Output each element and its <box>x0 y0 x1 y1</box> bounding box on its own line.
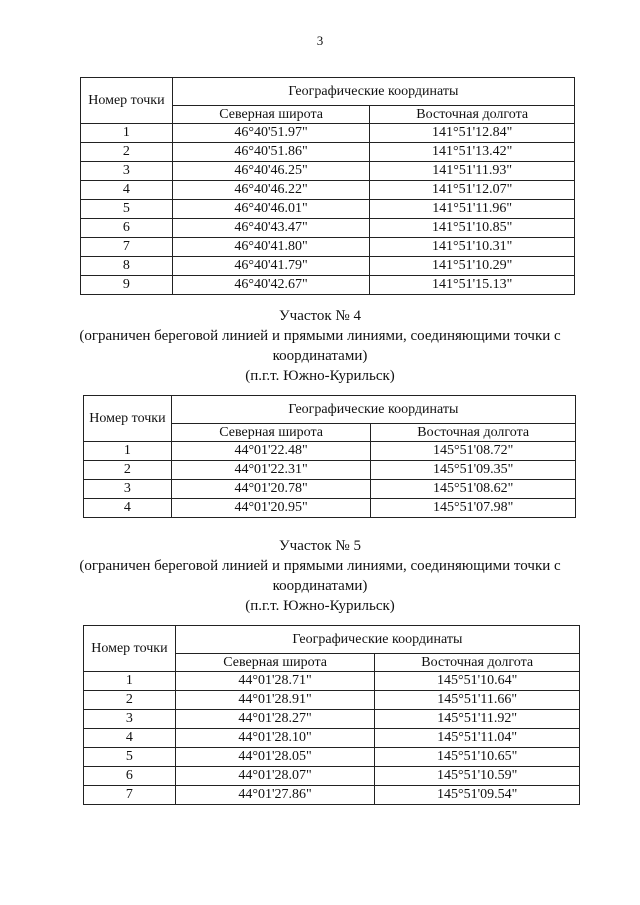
north-lat-header: Северная широта <box>172 106 370 124</box>
north-lat-cell: 44°01'28.07" <box>175 767 375 786</box>
point-number-cell: 3 <box>84 710 176 729</box>
table-row <box>84 748 580 767</box>
section-title: Участок № 4 <box>279 308 361 324</box>
geo-coords-header: Географические координаты <box>171 396 575 424</box>
east-lon-cell: 141°51'10.85" <box>370 219 575 238</box>
north-lat-cell: 46°40'51.97" <box>172 124 370 143</box>
north-lat-cell: 44°01'22.48" <box>171 442 371 461</box>
east-lon-cell: 145°51'09.35" <box>371 461 576 480</box>
north-lat-cell: 44°01'28.71" <box>175 672 375 691</box>
coordinates-table-3 <box>83 625 580 805</box>
section-title: Участок № 5 <box>279 538 361 554</box>
east-lon-cell: 145°51'10.59" <box>375 767 580 786</box>
section-description-cont: координатами) <box>272 578 368 594</box>
north-lat-cell: 44°01'20.95" <box>171 499 371 518</box>
section-description: (ограничен береговой линией и прямыми линиями, соединяющими точки с <box>79 558 561 574</box>
table-row <box>84 480 576 499</box>
point-number-cell: 3 <box>84 480 172 499</box>
east-lon-header: Восточная долгота <box>371 424 576 442</box>
point-number-cell: 7 <box>81 238 173 257</box>
point-number-cell: 6 <box>84 767 176 786</box>
table-row <box>84 786 580 805</box>
east-lon-cell: 145°51'11.92" <box>375 710 580 729</box>
east-lon-cell: 141°51'12.84" <box>370 124 575 143</box>
point-number-cell: 5 <box>81 200 173 219</box>
point-number-cell: 1 <box>81 124 173 143</box>
north-lat-cell: 46°40'43.47" <box>172 219 370 238</box>
east-lon-cell: 145°51'11.66" <box>375 691 580 710</box>
east-lon-cell: 145°51'10.64" <box>375 672 580 691</box>
east-lon-cell: 141°51'15.13" <box>370 276 575 295</box>
north-lat-cell: 46°40'51.86" <box>172 143 370 162</box>
east-lon-cell: 141°51'11.93" <box>370 162 575 181</box>
table-row <box>81 181 575 200</box>
section-place: (п.г.т. Южно-Курильск) <box>245 598 395 614</box>
point-number-cell: 7 <box>84 786 176 805</box>
section-heading-5 <box>0 536 640 616</box>
section-place: (п.г.т. Южно-Курильск) <box>245 368 395 384</box>
point-number-header: Номер точки <box>84 626 176 672</box>
section-description: (ограничен береговой линией и прямыми линиями, соединяющими точки с <box>79 328 561 344</box>
east-lon-cell: 141°51'10.31" <box>370 238 575 257</box>
table-row <box>84 691 580 710</box>
north-lat-header: Северная широта <box>175 654 375 672</box>
north-lat-cell: 44°01'20.78" <box>171 480 371 499</box>
north-lat-cell: 44°01'28.10" <box>175 729 375 748</box>
coordinates-table-1 <box>80 77 575 295</box>
table-row <box>84 767 580 786</box>
table-row <box>81 219 575 238</box>
north-lat-cell: 44°01'28.05" <box>175 748 375 767</box>
north-lat-cell: 46°40'41.80" <box>172 238 370 257</box>
section-description-cont: координатами) <box>272 348 368 364</box>
east-lon-cell: 141°51'10.29" <box>370 257 575 276</box>
point-number-cell: 4 <box>84 729 176 748</box>
geo-coords-header: Географические координаты <box>172 78 574 106</box>
north-lat-cell: 44°01'27.86" <box>175 786 375 805</box>
point-number-header: Номер точки <box>81 78 173 124</box>
geo-coords-header: Географические координаты <box>175 626 579 654</box>
point-number-cell: 2 <box>81 143 173 162</box>
east-lon-cell: 145°51'09.54" <box>375 786 580 805</box>
north-lat-cell: 46°40'46.22" <box>172 181 370 200</box>
north-lat-cell: 46°40'46.01" <box>172 200 370 219</box>
point-number-header: Номер точки <box>84 396 172 442</box>
table-row <box>81 162 575 181</box>
point-number-cell: 5 <box>84 748 176 767</box>
table-row <box>84 499 576 518</box>
table-row <box>81 143 575 162</box>
point-number-cell: 1 <box>84 672 176 691</box>
table-row <box>84 710 580 729</box>
point-number-cell: 8 <box>81 257 173 276</box>
point-number-cell: 4 <box>81 181 173 200</box>
table-row <box>81 276 575 295</box>
east-lon-cell: 141°51'11.96" <box>370 200 575 219</box>
east-lon-cell: 141°51'12.07" <box>370 181 575 200</box>
table-row <box>84 729 580 748</box>
coordinates-table-2 <box>83 395 576 518</box>
section-heading-4 <box>0 306 640 386</box>
table-row <box>81 238 575 257</box>
north-lat-cell: 46°40'41.79" <box>172 257 370 276</box>
north-lat-header: Северная широта <box>171 424 371 442</box>
point-number-cell: 2 <box>84 461 172 480</box>
east-lon-header: Восточная долгота <box>375 654 580 672</box>
table-row <box>81 200 575 219</box>
point-number-cell: 6 <box>81 219 173 238</box>
north-lat-cell: 44°01'28.91" <box>175 691 375 710</box>
page-number: 3 <box>316 33 324 48</box>
north-lat-cell: 44°01'28.27" <box>175 710 375 729</box>
table-row <box>81 124 575 143</box>
north-lat-cell: 46°40'46.25" <box>172 162 370 181</box>
east-lon-cell: 145°51'08.62" <box>371 480 576 499</box>
table-row <box>81 257 575 276</box>
table-row <box>84 461 576 480</box>
north-lat-cell: 46°40'42.67" <box>172 276 370 295</box>
table-row <box>84 672 580 691</box>
east-lon-cell: 141°51'13.42" <box>370 143 575 162</box>
north-lat-cell: 44°01'22.31" <box>171 461 371 480</box>
point-number-cell: 9 <box>81 276 173 295</box>
point-number-cell: 1 <box>84 442 172 461</box>
east-lon-cell: 145°51'08.72" <box>371 442 576 461</box>
table-row <box>84 442 576 461</box>
east-lon-cell: 145°51'11.04" <box>375 729 580 748</box>
point-number-cell: 4 <box>84 499 172 518</box>
east-lon-cell: 145°51'10.65" <box>375 748 580 767</box>
east-lon-header: Восточная долгота <box>370 106 575 124</box>
point-number-cell: 3 <box>81 162 173 181</box>
point-number-cell: 2 <box>84 691 176 710</box>
east-lon-cell: 145°51'07.98" <box>371 499 576 518</box>
